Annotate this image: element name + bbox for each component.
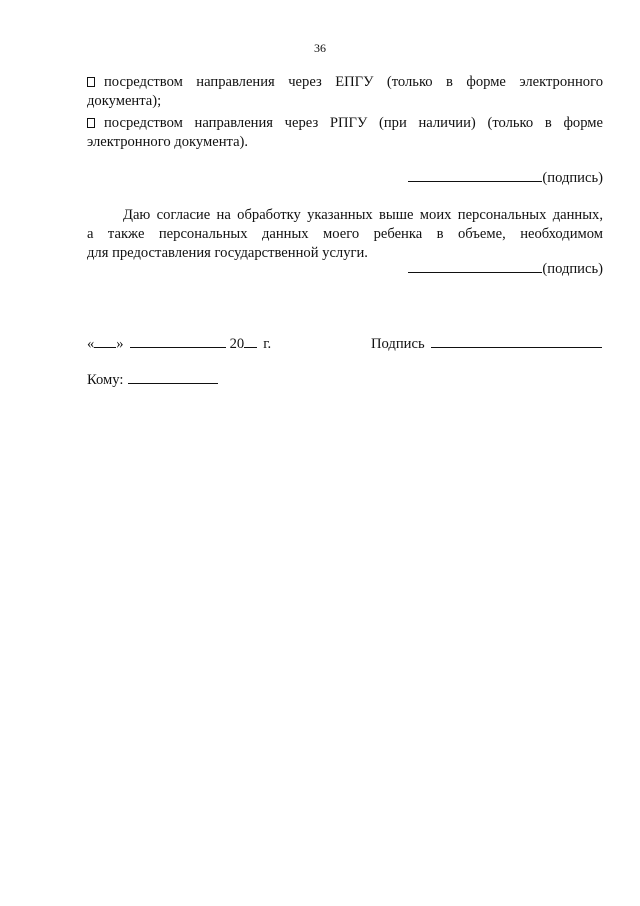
signature-line-1 — [408, 168, 603, 188]
date-year-suffix: г. — [263, 336, 272, 352]
page-number: 36 — [314, 41, 326, 55]
date-year-prefix: 20 — [229, 336, 245, 352]
date-year-blank[interactable] — [244, 334, 257, 348]
option-rpgu-text: посредством направления через РПГУ (при наличии) (только в форме — [104, 115, 603, 131]
signature-field — [371, 334, 602, 354]
recipient-field — [87, 370, 218, 390]
consent-line-3: для предоставления государственной услуги. — [87, 245, 368, 261]
recipient-blank[interactable] — [128, 370, 218, 384]
signature-field-blank[interactable] — [431, 334, 602, 348]
date-open-quote: « — [87, 336, 95, 352]
option-epgu-text: посредством направления через ЕПГУ (только в форме электронного — [104, 74, 603, 90]
option-rpgu-line-2: электронного документа). — [87, 134, 249, 150]
date-day-blank[interactable] — [94, 334, 116, 348]
signature-blank-1[interactable] — [408, 168, 542, 182]
recipient-label: Кому: — [87, 372, 124, 388]
signature-caption-1: (подпись) — [542, 170, 603, 186]
consent-line-2: а также персональных данных моего ребенка в объеме, необходимом — [87, 226, 603, 242]
checkbox-epgu[interactable] — [87, 77, 95, 87]
signature-line-2 — [408, 259, 603, 279]
date-close-quote: » — [116, 336, 124, 352]
signature-blank-2[interactable] — [408, 259, 542, 273]
checkbox-rpgu[interactable] — [87, 118, 95, 128]
date-month-blank[interactable] — [130, 334, 226, 348]
option-epgu-line-2: документа); — [87, 93, 162, 109]
signature-caption-2: (подпись) — [542, 261, 603, 277]
signature-field-label: Подпись — [371, 336, 425, 352]
option-rpgu-line-1 — [87, 114, 603, 133]
option-epgu-line-1 — [87, 73, 603, 92]
date-field — [87, 334, 271, 354]
consent-line-1: Даю согласие на обработку указанных выше моих персональных данных, — [123, 207, 603, 223]
